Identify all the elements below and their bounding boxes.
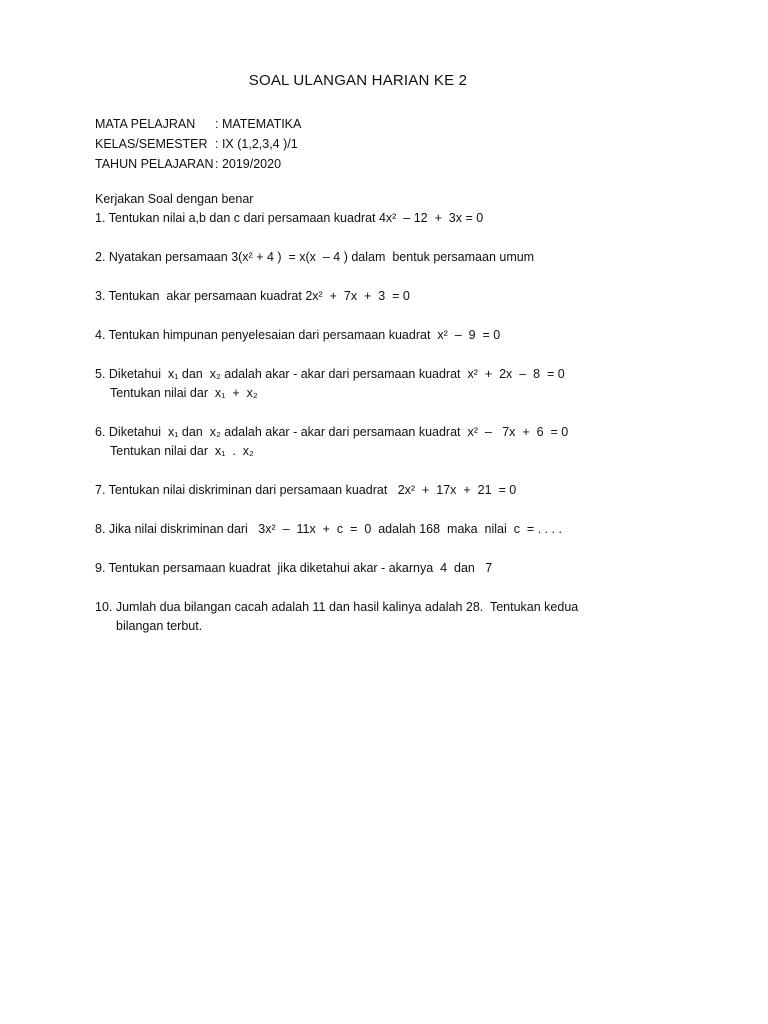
info-row-class bbox=[95, 134, 301, 154]
question-9 bbox=[95, 559, 655, 578]
question-text: 7. Tentukan nilai diskriminan dari persamaan kuadrat 2x² + 17x + 21 = 0 bbox=[95, 483, 517, 497]
question-text: 4. Tentukan himpunan penyelesaian dari persamaan kuadrat x² – 9 = 0 bbox=[95, 328, 501, 342]
question-text: 2. Nyatakan persamaan 3(x² + 4 ) = x(x – 4 ) dalam bentuk persamaan umum bbox=[95, 250, 535, 264]
info-row-subject bbox=[95, 114, 301, 134]
question-10 bbox=[95, 598, 655, 636]
info-label: MATA PELAJRAN bbox=[95, 117, 196, 131]
question-text: 6. Diketahui x₁ dan x₂ adalah akar - akar dari persamaan kuadrat x² – 7x + 6 = 0 bbox=[95, 425, 569, 439]
question-7 bbox=[95, 481, 655, 500]
info-label: TAHUN PELAJARAN bbox=[95, 157, 214, 171]
page-title: SOAL ULANGAN HARIAN KE 2 bbox=[248, 72, 468, 89]
question-5 bbox=[95, 365, 655, 403]
question-3 bbox=[95, 287, 655, 306]
question-text: 10. Jumlah dua bilangan cacah adalah 11 dan hasil kalinya adalah 28. Tentukan kedua bbox=[95, 600, 579, 614]
question-list bbox=[95, 190, 655, 656]
info-label: KELAS/SEMESTER bbox=[95, 137, 208, 151]
question-text: 3. Tentukan akar persamaan kuadrat 2x² + 7x + 3 = 0 bbox=[95, 289, 410, 303]
info-value: : 2019/2020 bbox=[215, 157, 282, 171]
question-2 bbox=[95, 248, 655, 267]
exam-info bbox=[95, 114, 301, 174]
question-subtext: Tentukan nilai dar x₁ . x₂ bbox=[110, 444, 254, 458]
info-value: : MATEMATIKA bbox=[215, 117, 302, 131]
question-6 bbox=[95, 423, 655, 461]
question-subtext: bilangan terbut. bbox=[116, 619, 203, 633]
question-text: 1. Tentukan nilai a,b dan c dari persamaan kuadrat 4x² – 12 + 3x = 0 bbox=[95, 211, 484, 225]
question-4 bbox=[95, 326, 655, 345]
question-1 bbox=[95, 209, 655, 228]
question-text: 5. Diketahui x₁ dan x₂ adalah akar - akar dari persamaan kuadrat x² + 2x – 8 = 0 bbox=[95, 367, 565, 381]
question-8 bbox=[95, 520, 655, 539]
info-row-year bbox=[95, 154, 301, 174]
question-text: 8. Jika nilai diskriminan dari 3x² – 11x + c = 0 adalah 168 maka nilai c = . . . . bbox=[95, 522, 563, 536]
instruction-text: Kerjakan Soal dengan benar bbox=[95, 192, 254, 206]
question-subtext: Tentukan nilai dar x₁ + x₂ bbox=[110, 386, 258, 400]
question-text: 9. Tentukan persamaan kuadrat jika diketahui akar - akarnya 4 dan 7 bbox=[95, 561, 493, 575]
info-value: : IX (1,2,3,4 )/1 bbox=[215, 137, 298, 151]
